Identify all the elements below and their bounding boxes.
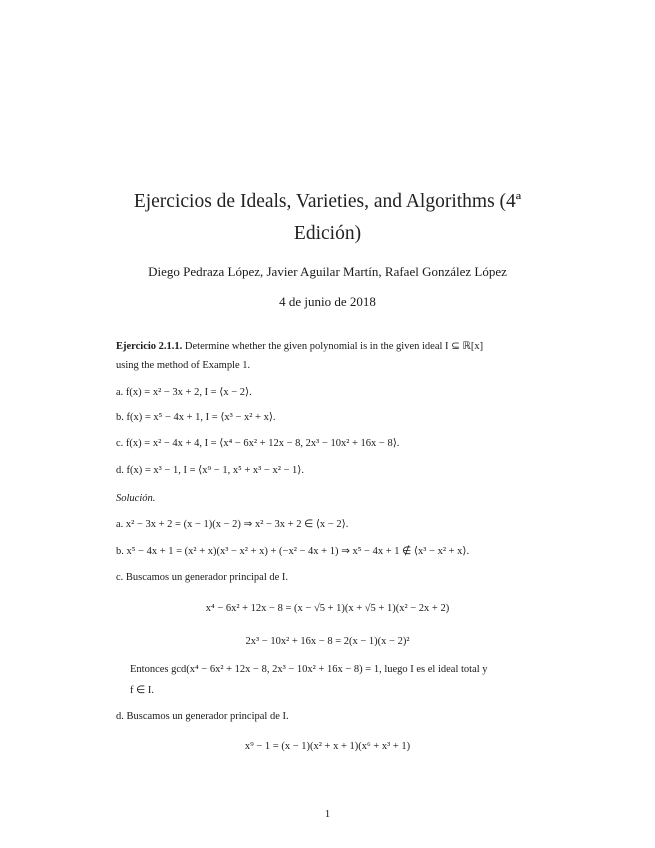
solution-d-intro: d. Buscamos un generador principal de I. [116, 711, 289, 722]
exercise-text: Determine whether the given polynomial is in the given ideal I ⊆ ℝ[x] [182, 341, 484, 352]
page-number: 1 [324, 808, 331, 820]
document-title [100, 186, 555, 250]
exercise-item-c: c. f(x) = x² − 4x + 4, I = ⟨x⁴ − 6x² + 12x − 8, 2x³ − 10x² + 16x − 8⟩. [116, 438, 400, 449]
exercise-item-b: b. f(x) = x⁵ − 4x + 1, I = ⟨x³ − x² + x⟩. [116, 412, 276, 423]
exercise-heading: Ejercicio 2.1.1. [116, 341, 183, 352]
exercise-statement-line-1 [116, 340, 483, 352]
solution-c-equation-1: x⁴ − 6x² + 12x − 8 = (x − √5 + 1)(x + √5 + 1)(x² − 2x + 2) [205, 603, 450, 614]
title-line-1: Ejercicios de Ideals, Varieties, and Algorithms (4ª [133, 191, 522, 212]
solution-b: b. x⁵ − 4x + 1 = (x² + x)(x³ − x² + x) + (−x² − 4x + 1) ⇒ x⁵ − 4x + 1 ∉ ⟨x³ − x² + x⟩. [116, 546, 470, 557]
solution-heading: Solución. [116, 493, 156, 504]
exercise-statement-line-2: using the method of Example 1. [116, 360, 251, 371]
exercise-item-d: d. f(x) = x³ − 1, I = ⟨x⁹ − 1, x⁵ + x³ − x² − 1⟩. [116, 465, 305, 476]
exercise-item-a: a. f(x) = x² − 3x + 2, I = ⟨x − 2⟩. [116, 387, 252, 398]
solution-a: a. x² − 3x + 2 = (x − 1)(x − 2) ⇒ x² − 3x + 2 ∈ ⟨x − 2⟩. [116, 519, 349, 530]
solution-c-conclusion-line-1: Entonces gcd(x⁴ − 6x² + 12x − 8, 2x³ − 10x² + 16x − 8) = 1, luego I es el ideal total y [130, 664, 488, 675]
title-line-2: Edición) [293, 223, 362, 244]
authors: Diego Pedraza López, Javier Aguilar Martín, Rafael González López [148, 264, 507, 279]
solution-d-equation-1: x⁹ − 1 = (x − 1)(x² + x + 1)(x⁶ + x³ + 1) [244, 741, 411, 752]
date: 4 de junio de 2018 [279, 294, 376, 309]
solution-c-equation-2: 2x³ − 10x² + 16x − 8 = 2(x − 1)(x − 2)² [245, 636, 410, 647]
solution-c-intro: c. Buscamos un generador principal de I. [116, 572, 289, 583]
solution-c-conclusion-line-2: f ∈ I. [130, 685, 155, 696]
